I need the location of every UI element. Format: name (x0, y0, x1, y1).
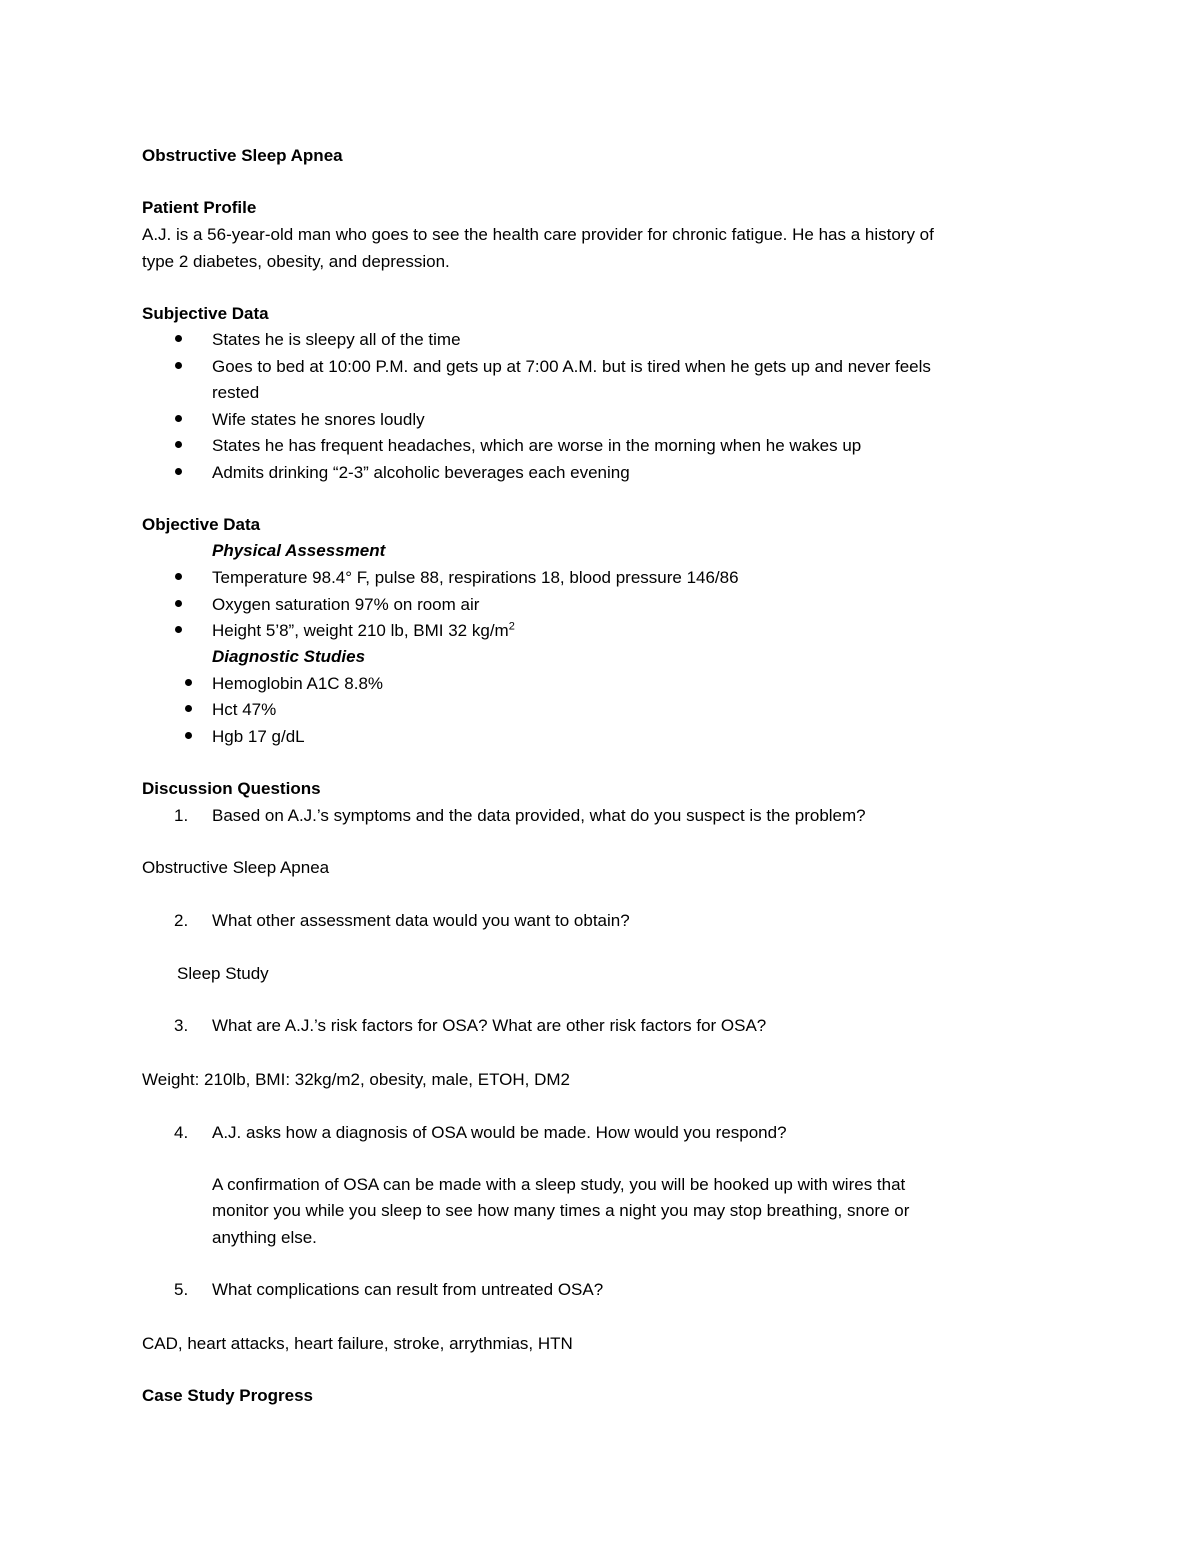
question-text: What other assessment data would you want to obtain? (212, 911, 630, 930)
document-title: Obstructive Sleep Apnea (142, 146, 343, 165)
answer-text: Sleep Study (177, 964, 269, 983)
question-number: 2. (174, 911, 189, 930)
physical-item: Oxygen saturation 97% on room air (212, 595, 480, 614)
discussion-heading: Discussion Questions (142, 779, 321, 798)
question-number: 5. (174, 1280, 189, 1299)
answer-text: CAD, heart attacks, heart failure, stroke, arrythmias, HTN (142, 1334, 573, 1353)
bmi-text: Height 5’8”, weight 210 lb, BMI 32 kg/m (212, 621, 509, 640)
bullet-icon (175, 600, 182, 607)
answer-text: A confirmation of OSA can be made with a sleep study, you will be hooked up with wires that (212, 1175, 906, 1194)
answer-text: monitor you while you sleep to see how many times a night you may stop breathing, snore or (212, 1201, 910, 1220)
diagnostic-item: Hgb 17 g/dL (212, 727, 305, 746)
question-text: Based on A.J.’s symptoms and the data provided, what do you suspect is the problem? (212, 806, 866, 825)
objective-heading: Objective Data (142, 515, 261, 534)
case-study-progress-heading: Case Study Progress (142, 1386, 314, 1405)
subjective-item: Goes to bed at 10:00 P.M. and gets up at 7:00 A.M. but is tired when he gets up and never feels (212, 357, 931, 376)
patient-profile-line: A.J. is a 56-year-old man who goes to see the health care provider for chronic fatigue. He has a history of (142, 225, 934, 244)
bullet-icon (175, 626, 182, 633)
bullet-icon (175, 468, 182, 475)
subjective-heading: Subjective Data (142, 304, 269, 323)
physical-item: Temperature 98.4° F, pulse 88, respirations 18, blood pressure 146/86 (212, 568, 739, 587)
subjective-item: States he is sleepy all of the time (212, 330, 461, 349)
question-text: What complications can result from untreated OSA? (212, 1280, 604, 1299)
bullet-icon (185, 679, 192, 686)
diagnostic-studies-heading: Diagnostic Studies (212, 647, 366, 666)
answer-text: anything else. (212, 1228, 317, 1247)
patient-profile-heading: Patient Profile (142, 198, 257, 217)
subjective-item: Admits drinking “2-3” alcoholic beverages each evening (212, 463, 630, 482)
physical-assessment-heading: Physical Assessment (212, 541, 386, 560)
patient-profile-line: type 2 diabetes, obesity, and depression. (142, 252, 450, 271)
question-text: A.J. asks how a diagnosis of OSA would be made. How would you respond? (212, 1123, 787, 1142)
bullet-icon (175, 573, 182, 580)
subjective-item-continued: rested (212, 383, 260, 402)
answer-text: Weight: 210lb, BMI: 32kg/m2, obesity, male, ETOH, DM2 (142, 1070, 571, 1089)
diagnostic-item: Hemoglobin A1C 8.8% (212, 674, 384, 693)
answer-text: Obstructive Sleep Apnea (142, 858, 330, 877)
question-number: 3. (174, 1016, 189, 1035)
question-number: 4. (174, 1123, 189, 1142)
bullet-icon (175, 415, 182, 422)
subjective-item: States he has frequent headaches, which are worse in the morning when he wakes up (212, 436, 862, 455)
bullet-icon (175, 441, 182, 448)
bullet-icon (185, 732, 192, 739)
subjective-item: Wife states he snores loudly (212, 410, 425, 429)
physical-item-bmi (212, 620, 515, 642)
bullet-icon (185, 705, 192, 712)
question-text: What are A.J.’s risk factors for OSA? What are other risk factors for OSA? (212, 1016, 767, 1035)
bullet-icon (175, 335, 182, 342)
bullet-icon (175, 362, 182, 369)
bmi-superscript: 2 (508, 620, 515, 633)
diagnostic-item: Hct 47% (212, 700, 277, 719)
question-number: 1. (174, 806, 189, 825)
